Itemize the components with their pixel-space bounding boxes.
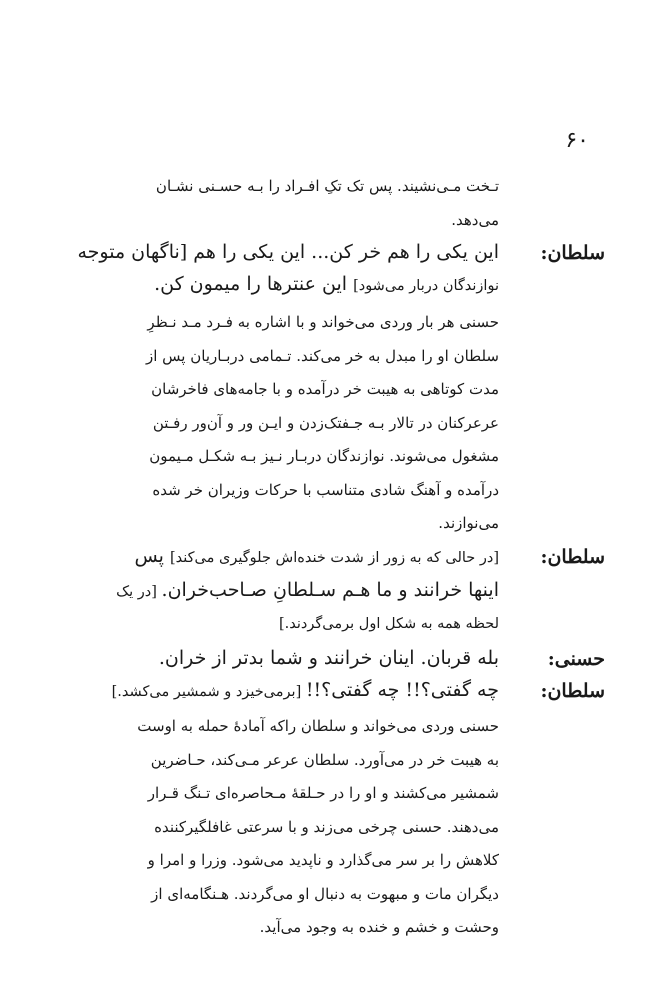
text-line: سلطان او را مبدل به خر می‌کند. تـمامی دربـاریان پس از	[146, 346, 499, 365]
stage-inline: [برمی‌خیزد و شمشیر می‌کشد.]	[111, 684, 306, 700]
dialogue-line	[65, 642, 499, 674]
stage-inline: نوازندگان دربار می‌شود]	[353, 278, 499, 294]
stage-inline: [در حالی که به زور از شدت خنده‌اش جلوگیری می‌کند]	[170, 550, 499, 566]
speaker-label: سلطان:	[540, 680, 605, 702]
text-line: تـخت مـی‌نشیند. پس تک تکِ افـراد را بـه حسـنی نشـان	[155, 177, 499, 195]
text-line: به هیبت خر در می‌آورد. سلطان عرعر مـی‌کند، حـاضرین	[150, 750, 499, 769]
text-line: حسنی هر بار وردی می‌خواند و با اشاره به فـرد مـد نـظرِ	[147, 313, 499, 331]
text-line: کلاهش را بر سر می‌گذارد و ناپدید می‌شود. وزرا و امرا و	[147, 851, 499, 869]
text-line: مشغول می‌شوند. نوازندگان دربـار نـیز بـه شکـل مـیمون	[149, 447, 499, 465]
stage-direction	[63, 710, 499, 945]
text-line: حسنی وردی می‌خواند و سلطان راکه آمادهٔ حمله به اوست	[137, 717, 499, 735]
dialogue-text: این یکی را هم خر کن... این یکی را هم [ناگهان متوجه	[77, 241, 499, 263]
text-line: می‌نوازند.	[438, 514, 499, 532]
dialogue-line	[65, 540, 499, 640]
stage-direction-intro	[63, 170, 499, 237]
dialogue-text: چه گفتی؟!! چه گفتی؟!!	[305, 679, 499, 701]
stage-direction	[63, 306, 499, 541]
text-line: شمشیر می‌کشند و او را در حـلقهٔ مـحاصره‌ای تـنگ قـرار	[147, 784, 499, 802]
text-line: درآمده و آهنگ شادی متناسب با حرکات وزیران خر شده	[152, 480, 499, 499]
text-line: وحشت و خشم و خنده به وجود می‌آید.	[259, 918, 499, 936]
dialogue-text: این عنترها را میمون کن.	[154, 273, 354, 295]
text-line: عرعرکنان در تالار بـه جـفتک‌زدن و ایـن ور و آن‌ور رفـتن	[152, 413, 499, 432]
page-number: ۶۰	[565, 128, 589, 153]
dialogue-text: اینها خرانند و ما هـم سـلطانِ صـاحب‌خران.	[161, 579, 499, 601]
dialogue-text: بله قربان. اینان خرانند و شما بدتر از خران.	[158, 647, 499, 669]
text-line: می‌دهند. حسنی چرخی می‌زند و با سرعتی غافلگیرکننده	[154, 817, 499, 836]
dialogue-text-mixed	[65, 268, 499, 302]
dialogue-text: پس	[134, 545, 171, 567]
text-line: دیگران مات و مبهوت به دنبال او می‌گردند. هـنگامه‌ای از	[151, 884, 499, 903]
dialogue-line	[65, 674, 499, 708]
speaker-label: سلطان:	[540, 242, 605, 264]
text-line: می‌دهد.	[451, 210, 499, 229]
stage-inline: لحظه همه به شکل اول برمی‌گردند.]	[279, 616, 499, 632]
stage-inline: [در یک	[116, 584, 162, 600]
dialogue-text-mixed	[65, 674, 499, 708]
dialogue-text-mixed	[65, 574, 499, 608]
dialogue-line	[65, 236, 499, 302]
dialogue-text-mixed	[65, 540, 499, 574]
text-line: مدت کوتاهی به هیبت خر درآمده و با جامه‌های فاخرشان	[151, 380, 499, 398]
speaker-label: حسنی:	[547, 648, 605, 670]
speaker-label: سلطان:	[540, 546, 605, 568]
